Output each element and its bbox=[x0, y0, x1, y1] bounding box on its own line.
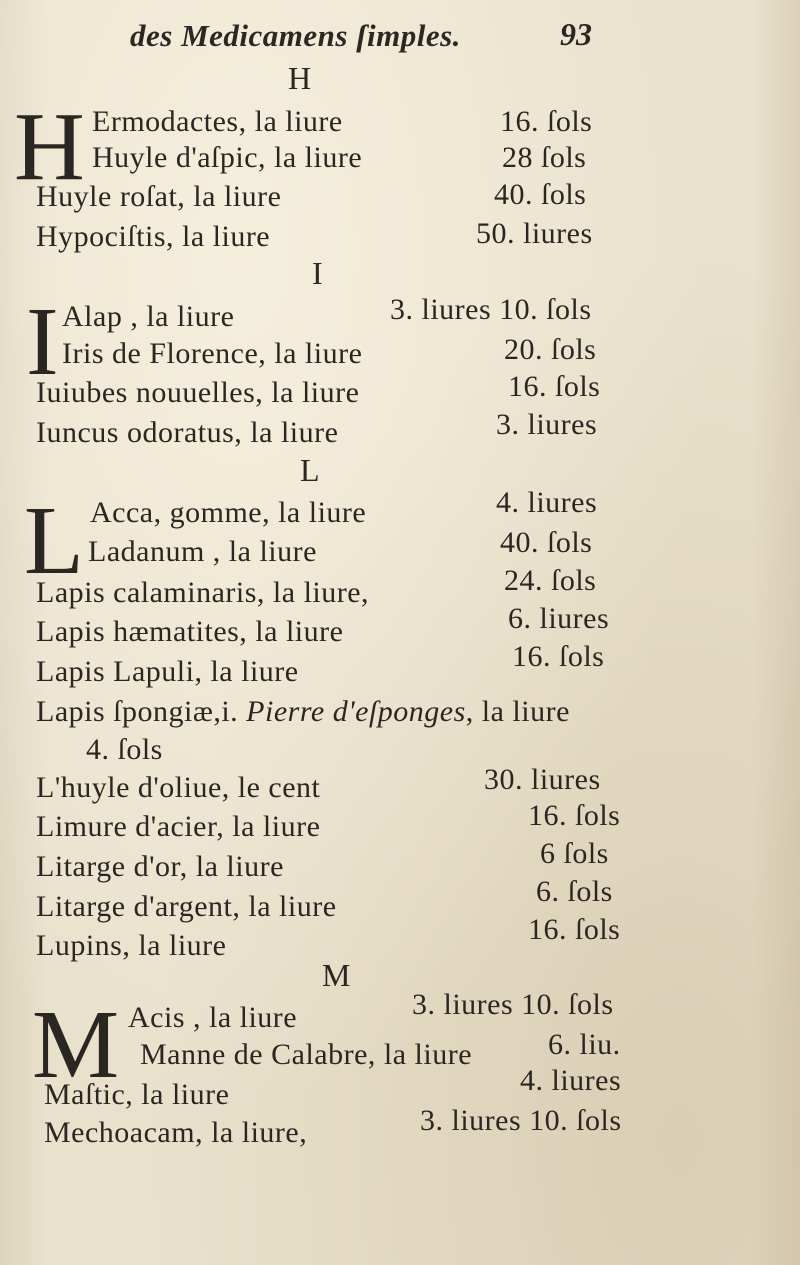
dropcap-h: H bbox=[14, 93, 85, 201]
entry-name: Litarge d'argent, la liure bbox=[36, 890, 337, 923]
entry-price: 6 ſols bbox=[540, 837, 609, 870]
entry-price: 30. liures bbox=[484, 763, 601, 796]
entry-price: 24. ſols bbox=[504, 564, 597, 597]
entry-name: Iuncus odoratus, la liure bbox=[36, 416, 339, 449]
running-title: des Medicamens ſimples. bbox=[130, 18, 461, 53]
entry-price: 3. liures 10. ſols bbox=[420, 1104, 622, 1137]
dropcap-i: I bbox=[26, 288, 59, 396]
entry-name: Acis , la liure bbox=[128, 1001, 298, 1034]
entry-name: Lapis calaminaris, la liure, bbox=[36, 576, 370, 609]
entry-price: 4. ſols bbox=[86, 733, 163, 766]
entry-name: Huyle d'aſpic, la liure bbox=[92, 141, 363, 174]
section-letter-l: L bbox=[300, 452, 320, 488]
entry-price: 3. liures 10. ſols bbox=[412, 988, 614, 1021]
entry-name: Manne de Calabre, la liure bbox=[140, 1038, 473, 1071]
entry-price: 40. ſols bbox=[494, 178, 587, 211]
entry-name: L'huyle d'oliue, le cent bbox=[36, 771, 321, 804]
entry-name: Litarge d'or, la liure bbox=[36, 850, 284, 883]
entry-name: Iuiubes nouuelles, la liure bbox=[36, 376, 360, 409]
entry-price: 28 ſols bbox=[502, 141, 587, 174]
entry-name: Hypociſtis, la liure bbox=[36, 220, 271, 253]
dropcap-m: M bbox=[32, 991, 120, 1099]
entry-name: Huyle roſat, la liure bbox=[36, 180, 282, 213]
entry-price: 4. liures bbox=[496, 486, 598, 519]
entry-price: 16. ſols bbox=[528, 913, 621, 946]
entry-price: 50. liures bbox=[476, 217, 593, 250]
entry-price: 3. liures 10. ſols bbox=[390, 293, 592, 326]
entry-price: 6. ſols bbox=[536, 875, 613, 908]
italic-french-name: Pierre d'eſponges bbox=[246, 695, 466, 728]
entry-name: Lapis hæmatites, la liure bbox=[36, 615, 344, 648]
entry-price: 20. ſols bbox=[504, 333, 597, 366]
section-letter-i: I bbox=[312, 255, 323, 291]
section-letter-h: H bbox=[288, 60, 312, 96]
entry-name: Maſtic, la liure bbox=[44, 1078, 230, 1111]
entry-name: Mechoacam, la liure, bbox=[44, 1116, 308, 1149]
entry-price: 16. ſols bbox=[500, 105, 593, 138]
entry-price: 3. liures bbox=[496, 408, 598, 441]
entry-price: 4. liures bbox=[520, 1064, 622, 1097]
dropcap-l: L bbox=[24, 487, 84, 595]
entry-price: 16. ſols bbox=[508, 370, 601, 403]
entry-name: Lapis Lapuli, la liure bbox=[36, 655, 299, 688]
entry-name: Lapis ſpongiæ,i. Pierre d'eſponges, la liure bbox=[36, 695, 570, 728]
entry-name: Ladanum , la liure bbox=[88, 535, 317, 568]
entry-price: 6. liu. bbox=[548, 1028, 621, 1061]
section-letter-m: M bbox=[322, 957, 351, 993]
entry-name: Limure d'acier, la liure bbox=[36, 810, 321, 843]
entry-name: Acca, gomme, la liure bbox=[90, 496, 367, 529]
entry-name: Alap , la liure bbox=[62, 300, 235, 333]
page-number: 93 bbox=[560, 16, 592, 52]
entry-price: 16. ſols bbox=[512, 640, 605, 673]
entry-name: Lupins, la liure bbox=[36, 929, 227, 962]
entry-name: Iris de Florence, la liure bbox=[62, 337, 363, 370]
entry-price: 40. ſols bbox=[500, 526, 593, 559]
entry-name: Ermodactes, la liure bbox=[92, 105, 343, 138]
entry-price: 6. liures bbox=[508, 602, 610, 635]
entry-price: 16. ſols bbox=[528, 799, 621, 832]
